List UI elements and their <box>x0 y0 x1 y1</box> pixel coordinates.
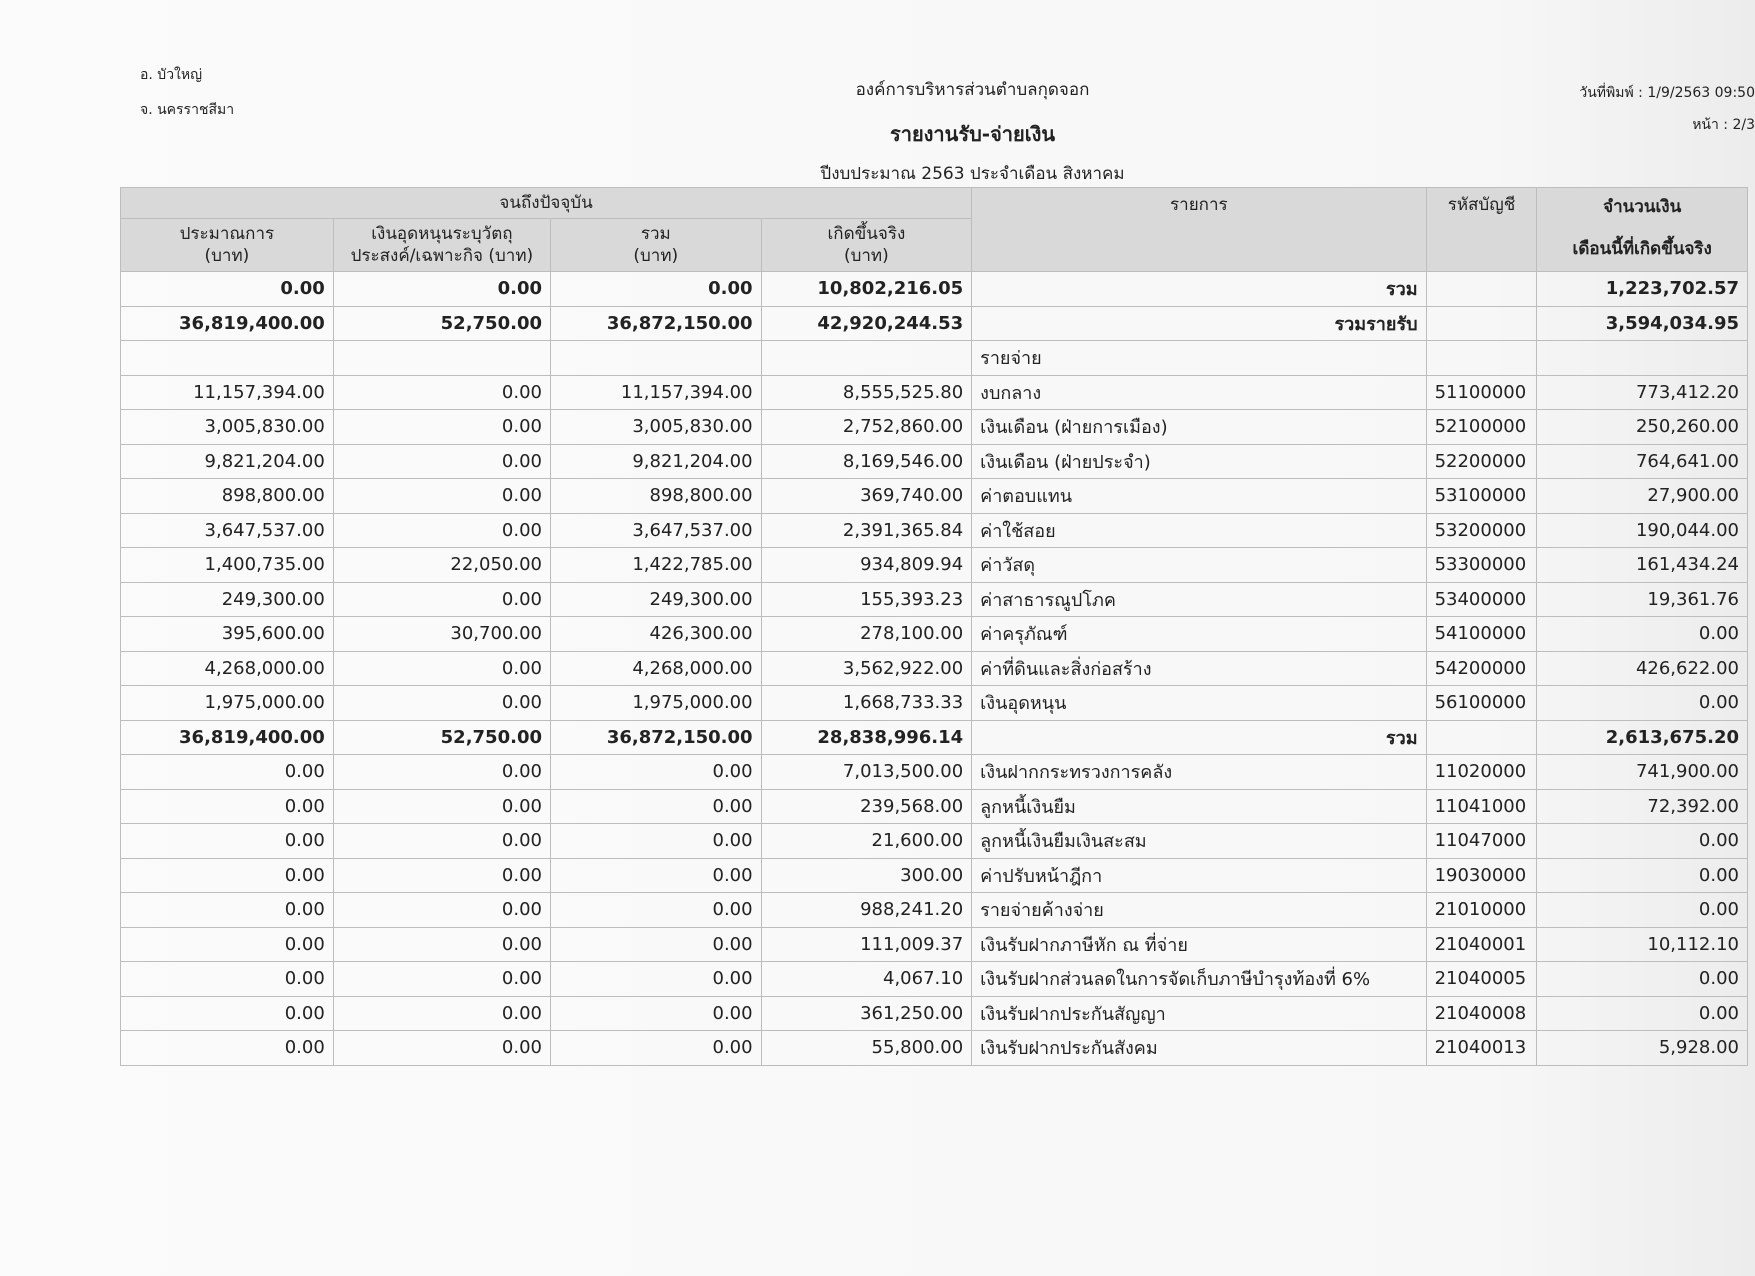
cell-estimate: 0.00 <box>121 755 334 790</box>
cell-estimate: 1,975,000.00 <box>121 686 334 721</box>
cell-total: 0.00 <box>551 755 762 790</box>
cell-item: ค่าที่ดินและสิ่งก่อสร้าง <box>972 651 1426 686</box>
cell-subsidy <box>333 341 550 376</box>
cell-actual: 8,169,546.00 <box>761 444 972 479</box>
cell-account-code: 51100000 <box>1426 375 1537 410</box>
col-header-account-code: รหัสบัญชี <box>1426 188 1537 272</box>
cell-total: 0.00 <box>551 996 762 1031</box>
cell-estimate: 898,800.00 <box>121 479 334 514</box>
cell-amount: 0.00 <box>1537 686 1748 721</box>
cell-total: 0.00 <box>551 824 762 859</box>
cell-amount: 250,260.00 <box>1537 410 1748 445</box>
table-row <box>121 720 1748 755</box>
cell-estimate: 11,157,394.00 <box>121 375 334 410</box>
cell-account-code: 52100000 <box>1426 410 1537 445</box>
cell-estimate: 4,268,000.00 <box>121 651 334 686</box>
cell-subsidy: 30,700.00 <box>333 617 550 652</box>
cell-estimate <box>121 341 334 376</box>
cell-estimate: 1,400,735.00 <box>121 548 334 583</box>
cell-estimate: 0.00 <box>121 893 334 928</box>
table-row <box>121 582 1748 617</box>
cell-amount: 0.00 <box>1537 824 1748 859</box>
cell-estimate: 0.00 <box>121 824 334 859</box>
table-row <box>121 410 1748 445</box>
cell-actual: 111,009.37 <box>761 927 972 962</box>
cell-actual: 21,600.00 <box>761 824 972 859</box>
table-row <box>121 479 1748 514</box>
cell-account-code: 52200000 <box>1426 444 1537 479</box>
cell-amount: 0.00 <box>1537 617 1748 652</box>
cell-estimate: 0.00 <box>121 789 334 824</box>
cell-amount: 1,223,702.57 <box>1537 272 1748 307</box>
cell-amount: 773,412.20 <box>1537 375 1748 410</box>
table-row <box>121 617 1748 652</box>
cell-item: ค่าตอบแทน <box>972 479 1426 514</box>
cell-estimate: 9,821,204.00 <box>121 444 334 479</box>
cell-actual: 7,013,500.00 <box>761 755 972 790</box>
cell-total: 1,975,000.00 <box>551 686 762 721</box>
cell-account-code: 21040013 <box>1426 1031 1537 1066</box>
cell-account-code <box>1426 272 1537 307</box>
report-title: รายงานรับ-จ่ายเงิน <box>889 122 1056 146</box>
cell-amount: 741,900.00 <box>1537 755 1748 790</box>
cell-actual: 361,250.00 <box>761 996 972 1031</box>
cell-total: 3,647,537.00 <box>551 513 762 548</box>
col-header-subsidy: เงินอุดหนุนระบุวัตถุ ประสงค์/เฉพาะกิจ (บาท) <box>333 219 550 272</box>
cell-account-code: 21040005 <box>1426 962 1537 997</box>
cell-total: 426,300.00 <box>551 617 762 652</box>
cell-amount: 2,613,675.20 <box>1537 720 1748 755</box>
cell-amount: 3,594,034.95 <box>1537 306 1748 341</box>
cell-actual: 2,752,860.00 <box>761 410 972 445</box>
receipts-payments-table <box>120 187 1748 1066</box>
cell-account-code: 53300000 <box>1426 548 1537 583</box>
cell-subsidy: 0.00 <box>333 1031 550 1066</box>
cell-account-code: 11047000 <box>1426 824 1537 859</box>
col-header-amount-line2: เดือนนี้ที่เกิดขึ้นจริง <box>1572 239 1712 259</box>
cell-actual: 239,568.00 <box>761 789 972 824</box>
cell-actual: 2,391,365.84 <box>761 513 972 548</box>
cell-total: 11,157,394.00 <box>551 375 762 410</box>
cell-actual: 155,393.23 <box>761 582 972 617</box>
table-row <box>121 927 1748 962</box>
cell-item: ค่าสาธารณูปโภค <box>972 582 1426 617</box>
cell-item: ลูกหนี้เงินยืมเงินสะสม <box>972 824 1426 859</box>
cell-amount: 764,641.00 <box>1537 444 1748 479</box>
table-row <box>121 548 1748 583</box>
cell-actual: 1,668,733.33 <box>761 686 972 721</box>
cell-account-code <box>1426 306 1537 341</box>
cell-item: รวมรายรับ <box>972 306 1426 341</box>
cell-subsidy: 0.00 <box>333 824 550 859</box>
cell-estimate: 249,300.00 <box>121 582 334 617</box>
cell-estimate: 36,819,400.00 <box>121 306 334 341</box>
cell-account-code: 54200000 <box>1426 651 1537 686</box>
table-row <box>121 1031 1748 1066</box>
cell-total: 36,872,150.00 <box>551 306 762 341</box>
cell-subsidy: 0.00 <box>333 479 550 514</box>
table-row <box>121 893 1748 928</box>
cell-item: รวม <box>972 272 1426 307</box>
table-body <box>121 272 1748 1066</box>
col-header-item: รายการ <box>972 188 1426 272</box>
cell-total: 0.00 <box>551 1031 762 1066</box>
cell-actual: 28,838,996.14 <box>761 720 972 755</box>
cell-total: 249,300.00 <box>551 582 762 617</box>
cell-subsidy: 0.00 <box>333 272 550 307</box>
cell-subsidy: 0.00 <box>333 444 550 479</box>
cell-account-code: 53400000 <box>1426 582 1537 617</box>
cell-amount <box>1537 341 1748 376</box>
cell-account-code: 54100000 <box>1426 617 1537 652</box>
report-subtitle: ปีงบประมาณ 2563 ประจำเดือน สิงหาคม <box>820 164 1125 184</box>
cell-actual: 3,562,922.00 <box>761 651 972 686</box>
cell-actual: 10,802,216.05 <box>761 272 972 307</box>
cell-subsidy: 22,050.00 <box>333 548 550 583</box>
cell-total: 3,005,830.00 <box>551 410 762 445</box>
district-label: อ. บัวใหญ่ <box>140 67 203 83</box>
table-row <box>121 755 1748 790</box>
cell-account-code: 11020000 <box>1426 755 1537 790</box>
cell-actual: 55,800.00 <box>761 1031 972 1066</box>
cell-estimate: 0.00 <box>121 962 334 997</box>
cell-account-code <box>1426 720 1537 755</box>
table-row <box>121 858 1748 893</box>
cell-actual: 988,241.20 <box>761 893 972 928</box>
cell-subsidy: 0.00 <box>333 927 550 962</box>
cell-estimate: 0.00 <box>121 927 334 962</box>
cell-total: 36,872,150.00 <box>551 720 762 755</box>
cell-account-code: 21040008 <box>1426 996 1537 1031</box>
cell-subsidy: 0.00 <box>333 996 550 1031</box>
cell-actual: 8,555,525.80 <box>761 375 972 410</box>
cell-estimate: 395,600.00 <box>121 617 334 652</box>
col-header-amount <box>1537 188 1748 272</box>
cell-total: 0.00 <box>551 858 762 893</box>
cell-item: ค่าปรับหน้าฎีกา <box>972 858 1426 893</box>
cell-actual: 4,067.10 <box>761 962 972 997</box>
print-date: วันที่พิมพ์ : 1/9/2563 09:50 <box>1579 85 1755 101</box>
cell-item: เงินรับฝากส่วนลดในการจัดเก็บภาษีบำรุงท้องที่ 6% <box>972 962 1426 997</box>
cell-account-code: 21040001 <box>1426 927 1537 962</box>
cell-amount: 72,392.00 <box>1537 789 1748 824</box>
cell-total: 898,800.00 <box>551 479 762 514</box>
cell-item: เงินฝากกระทรวงการคลัง <box>972 755 1426 790</box>
cell-item: เงินรับฝากภาษีหัก ณ ที่จ่าย <box>972 927 1426 962</box>
cell-subsidy: 0.00 <box>333 375 550 410</box>
cell-subsidy: 52,750.00 <box>333 306 550 341</box>
cell-item: เงินเดือน (ฝ่ายการเมือง) <box>972 410 1426 445</box>
cell-subsidy: 0.00 <box>333 651 550 686</box>
table-row <box>121 824 1748 859</box>
cell-item: ค่าครุภัณฑ์ <box>972 617 1426 652</box>
table-row <box>121 341 1748 376</box>
col-header-estimate: ประมาณการ (บาท) <box>121 219 334 272</box>
cell-account-code: 53200000 <box>1426 513 1537 548</box>
cell-estimate: 3,005,830.00 <box>121 410 334 445</box>
cell-amount: 5,928.00 <box>1537 1031 1748 1066</box>
cell-total: 0.00 <box>551 962 762 997</box>
table-row <box>121 444 1748 479</box>
cell-total: 0.00 <box>551 893 762 928</box>
table-row <box>121 375 1748 410</box>
cell-total <box>551 341 762 376</box>
table-row <box>121 272 1748 307</box>
cell-estimate: 36,819,400.00 <box>121 720 334 755</box>
cell-total: 0.00 <box>551 789 762 824</box>
cell-subsidy: 0.00 <box>333 789 550 824</box>
table-row <box>121 686 1748 721</box>
cell-item: รายจ่ายค้างจ่าย <box>972 893 1426 928</box>
group-header-to-date: จนถึงปัจจุบัน <box>121 188 972 219</box>
table-row <box>121 789 1748 824</box>
cell-item: เงินรับฝากประกันสัญญา <box>972 996 1426 1031</box>
province-label: จ. นครราชสีมา <box>140 102 235 118</box>
cell-estimate: 0.00 <box>121 272 334 307</box>
cell-amount: 426,622.00 <box>1537 651 1748 686</box>
page-number: หน้า : 2/3 <box>1692 117 1755 133</box>
cell-actual: 300.00 <box>761 858 972 893</box>
cell-estimate: 3,647,537.00 <box>121 513 334 548</box>
cell-subsidy: 0.00 <box>333 410 550 445</box>
cell-estimate: 0.00 <box>121 1031 334 1066</box>
cell-item: เงินเดือน (ฝ่ายประจำ) <box>972 444 1426 479</box>
cell-amount: 0.00 <box>1537 858 1748 893</box>
cell-actual: 369,740.00 <box>761 479 972 514</box>
cell-item: เงินอุดหนุน <box>972 686 1426 721</box>
cell-total: 4,268,000.00 <box>551 651 762 686</box>
cell-amount: 0.00 <box>1537 962 1748 997</box>
cell-estimate: 0.00 <box>121 996 334 1031</box>
cell-subsidy: 0.00 <box>333 513 550 548</box>
cell-amount: 0.00 <box>1537 893 1748 928</box>
cell-account-code: 56100000 <box>1426 686 1537 721</box>
cell-subsidy: 0.00 <box>333 893 550 928</box>
table-row <box>121 651 1748 686</box>
table-row <box>121 996 1748 1031</box>
cell-account-code: 19030000 <box>1426 858 1537 893</box>
cell-item: รายจ่าย <box>972 341 1426 376</box>
cell-subsidy: 0.00 <box>333 582 550 617</box>
cell-item: ลูกหนี้เงินยืม <box>972 789 1426 824</box>
cell-account-code: 11041000 <box>1426 789 1537 824</box>
cell-estimate: 0.00 <box>121 858 334 893</box>
cell-total: 0.00 <box>551 272 762 307</box>
table-row <box>121 513 1748 548</box>
cell-account-code <box>1426 341 1537 376</box>
cell-item: ค่าใช้สอย <box>972 513 1426 548</box>
cell-subsidy: 52,750.00 <box>333 720 550 755</box>
cell-total: 1,422,785.00 <box>551 548 762 583</box>
cell-actual: 42,920,244.53 <box>761 306 972 341</box>
cell-subsidy: 0.00 <box>333 686 550 721</box>
cell-item: เงินรับฝากประกันสังคม <box>972 1031 1426 1066</box>
cell-item: งบกลาง <box>972 375 1426 410</box>
col-header-total: รวม (บาท) <box>551 219 762 272</box>
cell-subsidy: 0.00 <box>333 962 550 997</box>
cell-item: ค่าวัสดุ <box>972 548 1426 583</box>
organization-name: องค์การบริหารส่วนตำบลกุดจอก <box>855 80 1090 100</box>
col-header-amount-line1: จำนวนเงิน <box>1603 197 1682 217</box>
cell-amount: 27,900.00 <box>1537 479 1748 514</box>
cell-account-code: 53100000 <box>1426 479 1537 514</box>
cell-item: รวม <box>972 720 1426 755</box>
cell-amount: 10,112.10 <box>1537 927 1748 962</box>
cell-amount: 19,361.76 <box>1537 582 1748 617</box>
cell-subsidy: 0.00 <box>333 858 550 893</box>
cell-account-code: 21010000 <box>1426 893 1537 928</box>
cell-actual: 278,100.00 <box>761 617 972 652</box>
cell-total: 9,821,204.00 <box>551 444 762 479</box>
cell-amount: 190,044.00 <box>1537 513 1748 548</box>
cell-amount: 161,434.24 <box>1537 548 1748 583</box>
cell-total: 0.00 <box>551 927 762 962</box>
col-header-actual: เกิดขึ้นจริง (บาท) <box>761 219 972 272</box>
table-row <box>121 306 1748 341</box>
cell-amount: 0.00 <box>1537 996 1748 1031</box>
cell-subsidy: 0.00 <box>333 755 550 790</box>
table-row <box>121 962 1748 997</box>
cell-actual: 934,809.94 <box>761 548 972 583</box>
cell-actual <box>761 341 972 376</box>
